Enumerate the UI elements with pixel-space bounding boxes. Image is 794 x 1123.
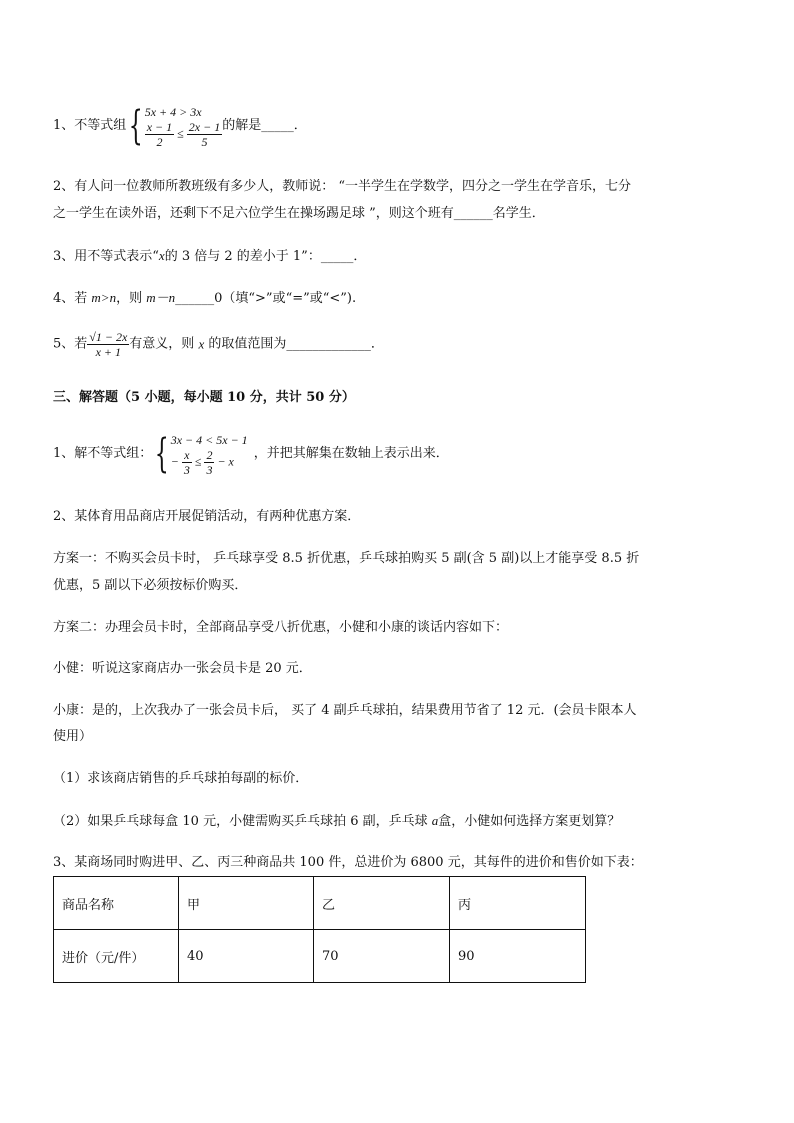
left-brace: { [155,431,170,477]
solve-question-1: 1、解不等式组：{ 3x − 4 < 5x − 1 − $\frac{x}{3}$ ≤ $\frac{2}{3}$ − x ，并把其解集在数轴上表示出来． [53,426,449,486]
fraction-left: $\frac{x - 1}{2}$ [146,119,173,149]
section-heading: 三、解答题（5 小题，每小题 10 分，共计 50 分） [53,390,355,405]
table-header-cell: 乙 [314,877,450,930]
table-cell: 40 [179,930,314,983]
question-1-inequality-system [53,98,307,158]
question-3: 3、用不等式表示“x的 3 倍与 2 的差小于 1”：_____． [53,248,367,264]
sub-question-2: （2）如果乒乓球每盒 10 元，小健需购买乒乓球拍 6 副，乒乓球 a盒，小健如何选择方案更划算？ [53,813,621,829]
plan-1-line-1: 方案一：不购买会员卡时， 乒乓球享受 8.5 折优惠，乒乓球拍购买 5 副(含 5 副)以上才能享受 8.5 折 [53,551,640,566]
question-2-line-1: 2、有人问一位教师所教班级有多少人，教师说： “一半学生在学数学，四分之一学生在学音乐，七分 [53,179,632,194]
question-4: 4、若 m>n，则 m－n______0（填“>”或“=”或“<”). [53,290,357,306]
table-row [54,877,586,930]
dialogue-xiaojian: 小健：听说这家商店办一张会员卡是 20 元． [53,661,312,676]
goods-price-table [53,876,586,983]
table-header-cell: 甲 [179,877,314,930]
table-cell: 90 [450,930,586,983]
inequality-row-2: $\frac{x - 1}{2}$ ≤ $\frac{2x - 1}{5}$ [146,119,221,149]
table-cell: 进价（元/件） [54,930,179,983]
question-suffix: 的解是_____． [222,118,307,133]
table-header-cell: 商品名称 [54,877,179,930]
table-header-cell: 丙 [450,877,586,930]
fraction-right: $\frac{2x - 1}{5}$ [188,119,221,149]
question-5: 5、若 $\frac{√1 - 2x}{x + 1}$ 有意义，则 x 的取值范围为_____________． [53,330,384,359]
inequality-row-2: − $\frac{x}{3}$ ≤ $\frac{2}{3}$ − x [170,447,234,477]
solve-question-3: 3、某商场同时购进甲、乙、丙三种商品共 100 件，总进价为 6800 元，其每件的进价和售价如下表： [53,855,643,870]
sub-question-1: （1）求该商店销售的乒乓球拍每副的标价． [53,771,309,786]
plan-1-line-2: 优惠，5 副以下必须按标价购买． [53,578,248,593]
dialogue-xiaokang-line-2: 使用） [53,729,93,744]
solve-question-2-title: 2、某体育用品商店开展促销活动，有两种优惠方案． [53,509,361,524]
left-brace: { [129,103,144,149]
inequality-system [145,104,222,149]
table-cell: 70 [314,930,450,983]
question-2-line-2: 之一学生在读外语，还剩下不足六位学生在操场踢足球 ”，则这个班有______名学生． [53,206,545,221]
question-prefix: 1、不等式组 [53,118,127,133]
sqrt-fraction: $\frac{√1 - 2x}{x + 1}$ [89,330,128,359]
plan-2: 方案二：办理会员卡时，全部商品享受八折优惠，小健和小康的谈话内容如下： [53,620,509,635]
inequality-row-1: 3x − 4 < 5x − 1 [170,432,248,447]
inequality-system [171,432,248,477]
inequality-row-1: 5x + 4 > 3x [144,104,202,119]
dialogue-xiaokang-line-1: 小康：是的，上次我办了一张会员卡后， 买了 4 副乒乓球拍，结果费用节省了 12 元．(会员卡限本人 [53,703,637,718]
table-row [54,930,586,983]
